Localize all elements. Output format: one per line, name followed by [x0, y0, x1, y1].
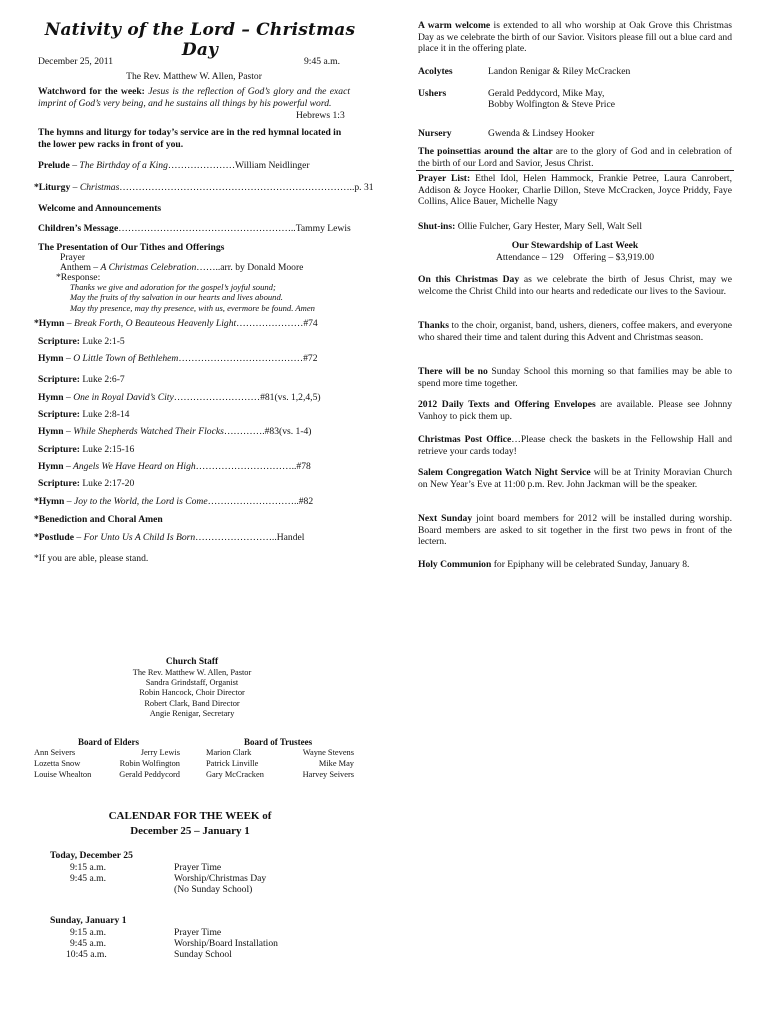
- poinsettia-bold: The poinsettias around the altar: [418, 146, 553, 157]
- response-text: [70, 282, 315, 313]
- trustees-row: [206, 748, 354, 759]
- calendar-event: [50, 949, 350, 960]
- order-label: *Hymn: [34, 318, 65, 329]
- event-name: Prayer Time: [174, 861, 222, 873]
- staff-member: Robin Hancock, Choir Director: [139, 688, 245, 698]
- calendar-event: [50, 873, 350, 884]
- pastor-line: The Rev. Matthew W. Allen, Pastor: [126, 71, 262, 82]
- trustee-name: Gary McCracken: [206, 770, 264, 779]
- worship-order: [34, 318, 350, 548]
- offering-prayer: Prayer: [60, 252, 86, 263]
- order-label: *Benediction and Choral Amen: [34, 514, 163, 525]
- calendar-day: [50, 850, 350, 895]
- roles-list: [418, 66, 732, 148]
- order-row: [38, 409, 129, 421]
- order-row: [38, 461, 311, 473]
- calendar-event: [50, 884, 350, 895]
- trustee-name: Marion Clark: [206, 748, 252, 757]
- notice-bold: Salem Congregation Watch Night Service: [418, 467, 591, 478]
- order-title: – O Little Town of Bethlehem: [63, 353, 179, 364]
- order-title: – Joy to the World, the Lord is Come: [64, 496, 208, 507]
- elders-row: [34, 759, 190, 770]
- liturgy-page: p. 31: [354, 182, 374, 193]
- divider: [416, 170, 734, 171]
- event-time: 9:45 a.m.: [70, 937, 106, 949]
- staff-member: Robert Clark, Band Director: [144, 698, 240, 708]
- role-label: Ushers: [418, 88, 447, 99]
- calendar-event: [50, 927, 350, 938]
- role-row: [418, 88, 732, 128]
- event-name: Worship/Christmas Day: [174, 872, 267, 884]
- calendar-heading: [70, 810, 310, 838]
- prayer-label: Prayer List:: [418, 173, 471, 184]
- elder-name: Ann Seivers: [34, 748, 76, 757]
- prelude-label: Prelude: [38, 160, 70, 171]
- order-number: Handel: [276, 532, 305, 543]
- order-row: [38, 336, 125, 348]
- childrens-message-row: [38, 223, 350, 235]
- poinsettia-text: are to the glory of God and in celebration of the birth of our Lord and Savior, Jesus Christ.: [418, 146, 732, 169]
- anthem-arranger: ……..arr. by Donald Moore: [196, 262, 304, 273]
- calendar-day-label: Sunday, January 1: [50, 915, 127, 926]
- order-label: Scripture:: [38, 478, 80, 489]
- liturgy-label: *Liturgy: [34, 182, 71, 193]
- calendar-event: [50, 862, 350, 873]
- order-number: #74: [303, 318, 318, 329]
- role-label: Acolytes: [418, 66, 453, 77]
- order-title: – While Shepherds Watched Their Flocks: [63, 426, 224, 437]
- order-number: #83(vs. 1-4): [264, 426, 312, 437]
- notice-bold: Next Sunday: [418, 513, 473, 524]
- order-title: – Break Forth, O Beauteous Heavenly Light: [64, 318, 237, 329]
- notice-text: …Please check the baskets in the Fellowship Hall and retrieve your cards today!: [418, 434, 732, 457]
- notice: [418, 274, 732, 297]
- notice-text: will be at Trinity Moravian Church on New Year’s Eve at 11:00 p.m. Rev. John Jackman will be the speaker.: [418, 467, 733, 490]
- order-row: [38, 444, 134, 456]
- shutins: [418, 221, 732, 233]
- event-time: 9:15 a.m.: [70, 926, 106, 938]
- service-time: 9:45 a.m.: [304, 56, 340, 67]
- order-row: [38, 426, 312, 438]
- order-row: [38, 353, 317, 365]
- childrens-message-leader: Tammy Lewis: [295, 223, 351, 234]
- leader-dots: …………………………………: [178, 353, 304, 364]
- notice: [418, 399, 732, 422]
- leader-dots: …………………: [236, 318, 304, 329]
- calendar-heading-line: December 25 – January 1: [130, 825, 250, 838]
- welcome-bold: A warm welcome: [418, 20, 491, 31]
- poinsettia-notice: [418, 146, 732, 169]
- staff-member: Angie Renigar, Secretary: [149, 708, 235, 718]
- notice-bold: Thanks: [418, 320, 449, 331]
- service-date: December 25, 2011: [38, 56, 114, 67]
- order-label: Hymn: [38, 353, 64, 364]
- welcome-text: is extended to all who worship at Oak Grove this Christmas Day as we celebrate the birth of our Savior. Visitors please fill out a blue card and place it in the offering plate.: [418, 20, 732, 54]
- notice-bold: Holy Communion: [418, 559, 492, 570]
- order-title: Luke 2:8-14: [79, 409, 130, 420]
- staff-member: Sandra Grindstaff, Organist: [145, 678, 239, 688]
- order-label: Scripture:: [38, 336, 80, 347]
- elder-name: Lozetta Snow: [34, 759, 81, 768]
- elder-name: Robin Wolfington: [119, 759, 180, 768]
- notice: [418, 320, 732, 343]
- welcome-announcements: Welcome and Announcements: [38, 203, 162, 214]
- notice: [418, 559, 732, 571]
- notice-bold: There will be no: [418, 366, 488, 377]
- role-names: Landon Renigar & Riley McCracken: [488, 66, 631, 77]
- role-label: Nursery: [418, 128, 452, 139]
- role-names: Bobby Wolfington & Steve Price: [488, 99, 615, 110]
- leader-dots: …………………: [167, 160, 236, 171]
- trustee-name: Harvey Seivers: [302, 770, 354, 779]
- welcome-notice: [418, 20, 732, 55]
- church-staff: [80, 657, 304, 719]
- event-time: 9:45 a.m.: [70, 872, 106, 884]
- stewardship-figures: Attendance – 129 Offering – $3,919.00: [495, 251, 655, 263]
- elders-row: [34, 770, 190, 781]
- event-name: Prayer Time: [174, 926, 222, 938]
- leader-dots: ………………………………………………………………..: [119, 182, 355, 193]
- order-row: [34, 532, 304, 544]
- order-label: Hymn: [38, 426, 64, 437]
- order-row: [38, 478, 134, 490]
- response-line: May thy presence, may thy presence, with us, evermore be found. Amen: [70, 302, 315, 313]
- order-title: – For Unto Us A Child Is Born: [73, 532, 196, 543]
- staff-heading: Church Staff: [165, 657, 219, 667]
- notice-bold: 2012 Daily Texts and Offering Envelopes: [418, 399, 596, 410]
- leader-dots: ………………………: [173, 392, 261, 403]
- role-row: [418, 66, 732, 88]
- role-names: Gerald Peddycord, Mike May,: [488, 88, 605, 99]
- shutins-label: Shut-ins:: [418, 221, 456, 232]
- watchword-text: Jesus is the reflection of God’s glory and the exact imprint of God’s very being, and he sustains all things by his powerful word.: [38, 86, 350, 109]
- elder-name: Gerald Peddycord: [119, 770, 180, 779]
- hymnal-note: The hymns and liturgy for today’s service are in the red hymnal located in the lower pew racks in front of you.: [38, 127, 342, 150]
- notice-text: as we celebrate the birth of Jesus Christ, may we welcome the Christ Child into our hearts and rededicate our lives to the Saviour.: [418, 274, 732, 297]
- watchword-reference: Hebrews 1:3: [296, 110, 345, 121]
- order-title: Luke 2:6-7: [79, 374, 125, 385]
- leader-dots: ………………………………………………..: [118, 223, 296, 234]
- notice-text: Sunday School this morning so that families may be able to spend more time together.: [418, 366, 732, 389]
- response-line: Thanks we give and adoration for the gospel’s joyful sound;: [70, 282, 276, 292]
- bulletin-title: Nativity of the Lord – Christmas Day: [44, 20, 356, 61]
- order-row: [34, 496, 313, 508]
- stewardship: [418, 240, 732, 263]
- response-line: May the fruits of thy salvation in our hearts and lives abound.: [70, 292, 283, 303]
- staff-member: The Rev. Matthew W. Allen, Pastor: [132, 668, 252, 678]
- notice: [418, 366, 732, 389]
- order-row: [38, 374, 125, 386]
- worship-order-top: [34, 0, 374, 240]
- shutins-names: Ollie Fulcher, Gary Hester, Mary Sell, Walt Sell: [455, 221, 642, 232]
- offering-heading: The Presentation of Our Tithes and Offerings: [38, 242, 225, 253]
- order-label: Hymn: [38, 392, 64, 403]
- trustee-name: Wayne Stevens: [302, 748, 354, 757]
- leader-dots: ………………………..: [207, 496, 299, 507]
- liturgy-row: [34, 182, 374, 194]
- liturgy-title: – Christmas: [70, 182, 120, 193]
- anthem-title: A Christmas Celebration: [100, 262, 197, 273]
- prelude-row: [38, 160, 350, 172]
- leader-dots: ………….: [223, 426, 265, 437]
- order-number: #81(vs. 1,2,4,5): [260, 392, 321, 403]
- notice-text: are available. Please see Johnny Vanhoy to pick them up.: [418, 399, 732, 422]
- notice-bold: Christmas Post Office: [418, 434, 512, 445]
- trustees-row: [206, 759, 354, 770]
- prayer-names: Ethel Idol, Helen Hammock, Frankie Petree, Laura Canrobert, Addison & Joyce Hooker, Charlie Dillon, Steve McCracken, Joyce Priddy, Faye Collins, Alice Bauer, Michelle Nagy: [418, 173, 732, 207]
- calendar-day-label: Today, December 25: [50, 850, 133, 861]
- prayer-list: [418, 173, 732, 208]
- order-title: Luke 2:15-16: [79, 444, 135, 455]
- trustees-heading: Board of Trustees: [244, 737, 313, 747]
- order-label: *Postlude: [34, 532, 74, 543]
- leader-dots: …………………………..: [195, 461, 297, 472]
- order-number: #72: [303, 353, 318, 364]
- order-label: Scripture:: [38, 374, 80, 385]
- childrens-message-label: Children’s Message: [38, 223, 119, 234]
- order-row: [38, 392, 321, 404]
- notice: [418, 513, 732, 548]
- stand-note: *If you are able, please stand.: [34, 553, 149, 564]
- order-label: Scripture:: [38, 444, 80, 455]
- order-title: – One in Royal David’s City: [63, 392, 174, 403]
- notice-bold: On this Christmas Day: [418, 274, 520, 285]
- event-name: (No Sunday School): [174, 883, 253, 895]
- event-name: Worship/Board Installation: [174, 937, 278, 949]
- calendar-event: [50, 938, 350, 949]
- elders-row: [34, 748, 190, 759]
- elder-name: Louise Whealton: [34, 770, 92, 779]
- elders-list: [34, 748, 190, 781]
- role-row: [418, 128, 732, 148]
- elders-heading: Board of Elders: [78, 737, 140, 747]
- elder-name: Jerry Lewis: [140, 748, 180, 757]
- order-row: [34, 318, 318, 330]
- notice-text: for Epiphany will be celebrated Sunday, January 8.: [491, 559, 690, 570]
- event-name: Sunday School: [174, 948, 232, 960]
- anthem-label: Anthem –: [60, 262, 101, 273]
- leader-dots: ……………………..: [195, 532, 277, 543]
- order-title: Luke 2:1-5: [79, 336, 125, 347]
- order-label: Hymn: [38, 461, 64, 472]
- watchword-label: Watchword for the week:: [38, 86, 145, 97]
- notice: [418, 467, 732, 490]
- event-time: 10:45 a.m.: [66, 948, 107, 960]
- order-number: #82: [298, 496, 314, 507]
- calendar-day: [50, 915, 350, 960]
- calendar-heading-line: CALENDAR FOR THE WEEK of: [108, 810, 272, 822]
- notice-text: to the choir, organist, band, ushers, dieners, coffee makers, and everyone who shared their time and talent during this Advent and Christmas season.: [418, 320, 732, 343]
- order-title: – Angels We Have Heard on High: [63, 461, 196, 472]
- event-time: 9:15 a.m.: [70, 861, 106, 873]
- order-label: Scripture:: [38, 409, 80, 420]
- order-title: Luke 2:17-20: [79, 478, 135, 489]
- response-label: *Response:: [56, 272, 101, 283]
- trustees-list: [206, 748, 354, 781]
- notice: [418, 434, 732, 457]
- order-label: *Hymn: [34, 496, 65, 507]
- trustee-name: Mike May: [318, 759, 354, 768]
- prelude-composer: William Neidlinger: [235, 160, 310, 171]
- trustees-row: [206, 770, 354, 781]
- order-number: #78: [296, 461, 311, 472]
- trustee-name: Patrick Linville: [206, 759, 259, 768]
- prelude-title: – The Birthday of a King: [69, 160, 168, 171]
- role-names: Gwenda & Lindsey Hooker: [488, 128, 595, 139]
- notice-text: joint board members for 2012 will be installed during worship. Board members are asked to sit together in the first two pews in front of the lectern.: [418, 513, 732, 547]
- stewardship-heading: Our Stewardship of Last Week: [511, 240, 639, 251]
- order-row: [34, 514, 163, 526]
